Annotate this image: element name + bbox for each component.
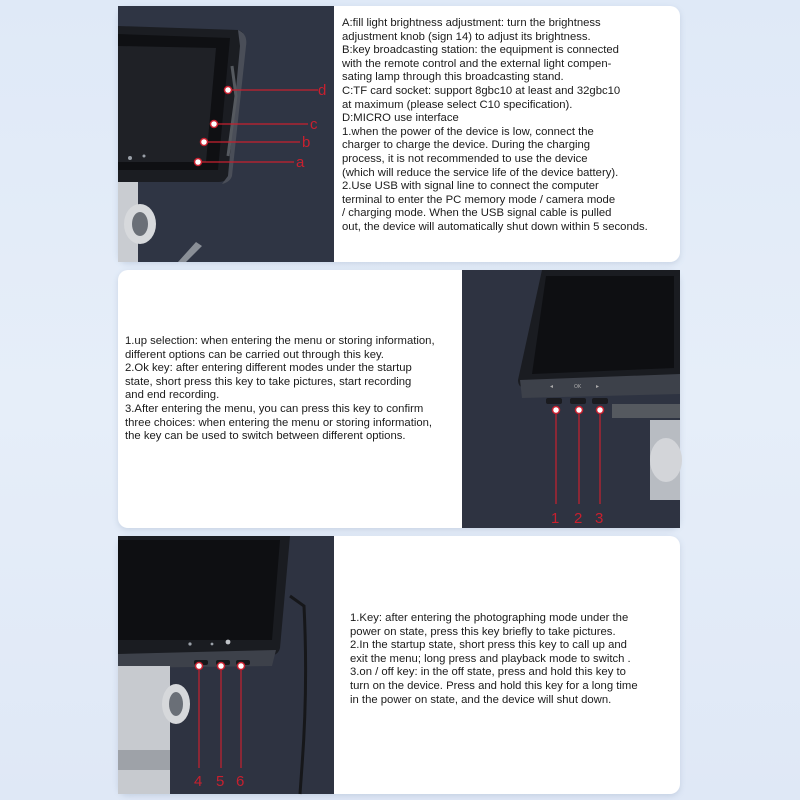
panel-side-ports: [118, 6, 680, 262]
callout-label-2: 2: [574, 510, 583, 527]
callout-labels-abcd: [296, 76, 338, 176]
panel-front-keys: [118, 536, 680, 794]
svg-text:OK: OK: [574, 384, 582, 390]
callout-lines-123: [538, 400, 638, 528]
callout-label-3: 3: [595, 510, 604, 527]
ports-description: A:fill light brightness adjustment: turn the brightness adjustment knob (sign 14) to adjust its brightness. B:key broadcasting station: the equipment is connected with the remote control and the external light compen- sating lamp through this broadcasting stand. C:TF card socket: support 8gbc10 at least and 32gbc10 at maximum (please select C10 specification). D:MICRO use interface 1.when the power of the device is low, connect the charger to charge the device. During the charging process, it is not recommended to use the device (which will reduce the service life of the device battery). 2.Use USB with signal line to connect the computer terminal to enter the PC memory mode / camera mode / charging mode. When the USB signal cable is pulled out, the device will automatically shut down within 5 seconds.: [342, 17, 648, 233]
panel-top-keys: [118, 270, 680, 528]
callout-label-d: d: [318, 82, 327, 99]
keys-456-description: 1.Key: after entering the photographing mode under the power on state, press this key briefly to take pictures. 2.In the startup state, short press this key to call up and exit the menu; long press and playback mode to switch . 3.on / off key: in the off state, press and hold this key to turn on the device. Press and hold this key for a long time in the power on state, and the device will shut down.: [350, 612, 638, 706]
keys-123-description: 1.up selection: when entering the menu or storing information, different options can be carried out through this key. 2.Ok key: after entering different modes under the startup state, short press this key to take pictures, start recording and end recording. 3.After entering the menu, you can press this key to confirm three choices: when entering the menu or storing information, the key can be used to switch between different options.: [125, 335, 435, 443]
callout-label-a: a: [296, 154, 305, 171]
svg-text:◂: ◂: [550, 383, 554, 390]
callout-label-1: 1: [551, 510, 560, 527]
callout-label-4: 4: [194, 773, 203, 790]
callout-label-c: c: [310, 116, 318, 133]
callout-label-6: 6: [236, 773, 245, 790]
callout-label-5: 5: [216, 773, 225, 790]
callout-label-b: b: [302, 134, 311, 151]
svg-text:▸: ▸: [596, 383, 600, 390]
callout-lines-456: [178, 660, 298, 794]
